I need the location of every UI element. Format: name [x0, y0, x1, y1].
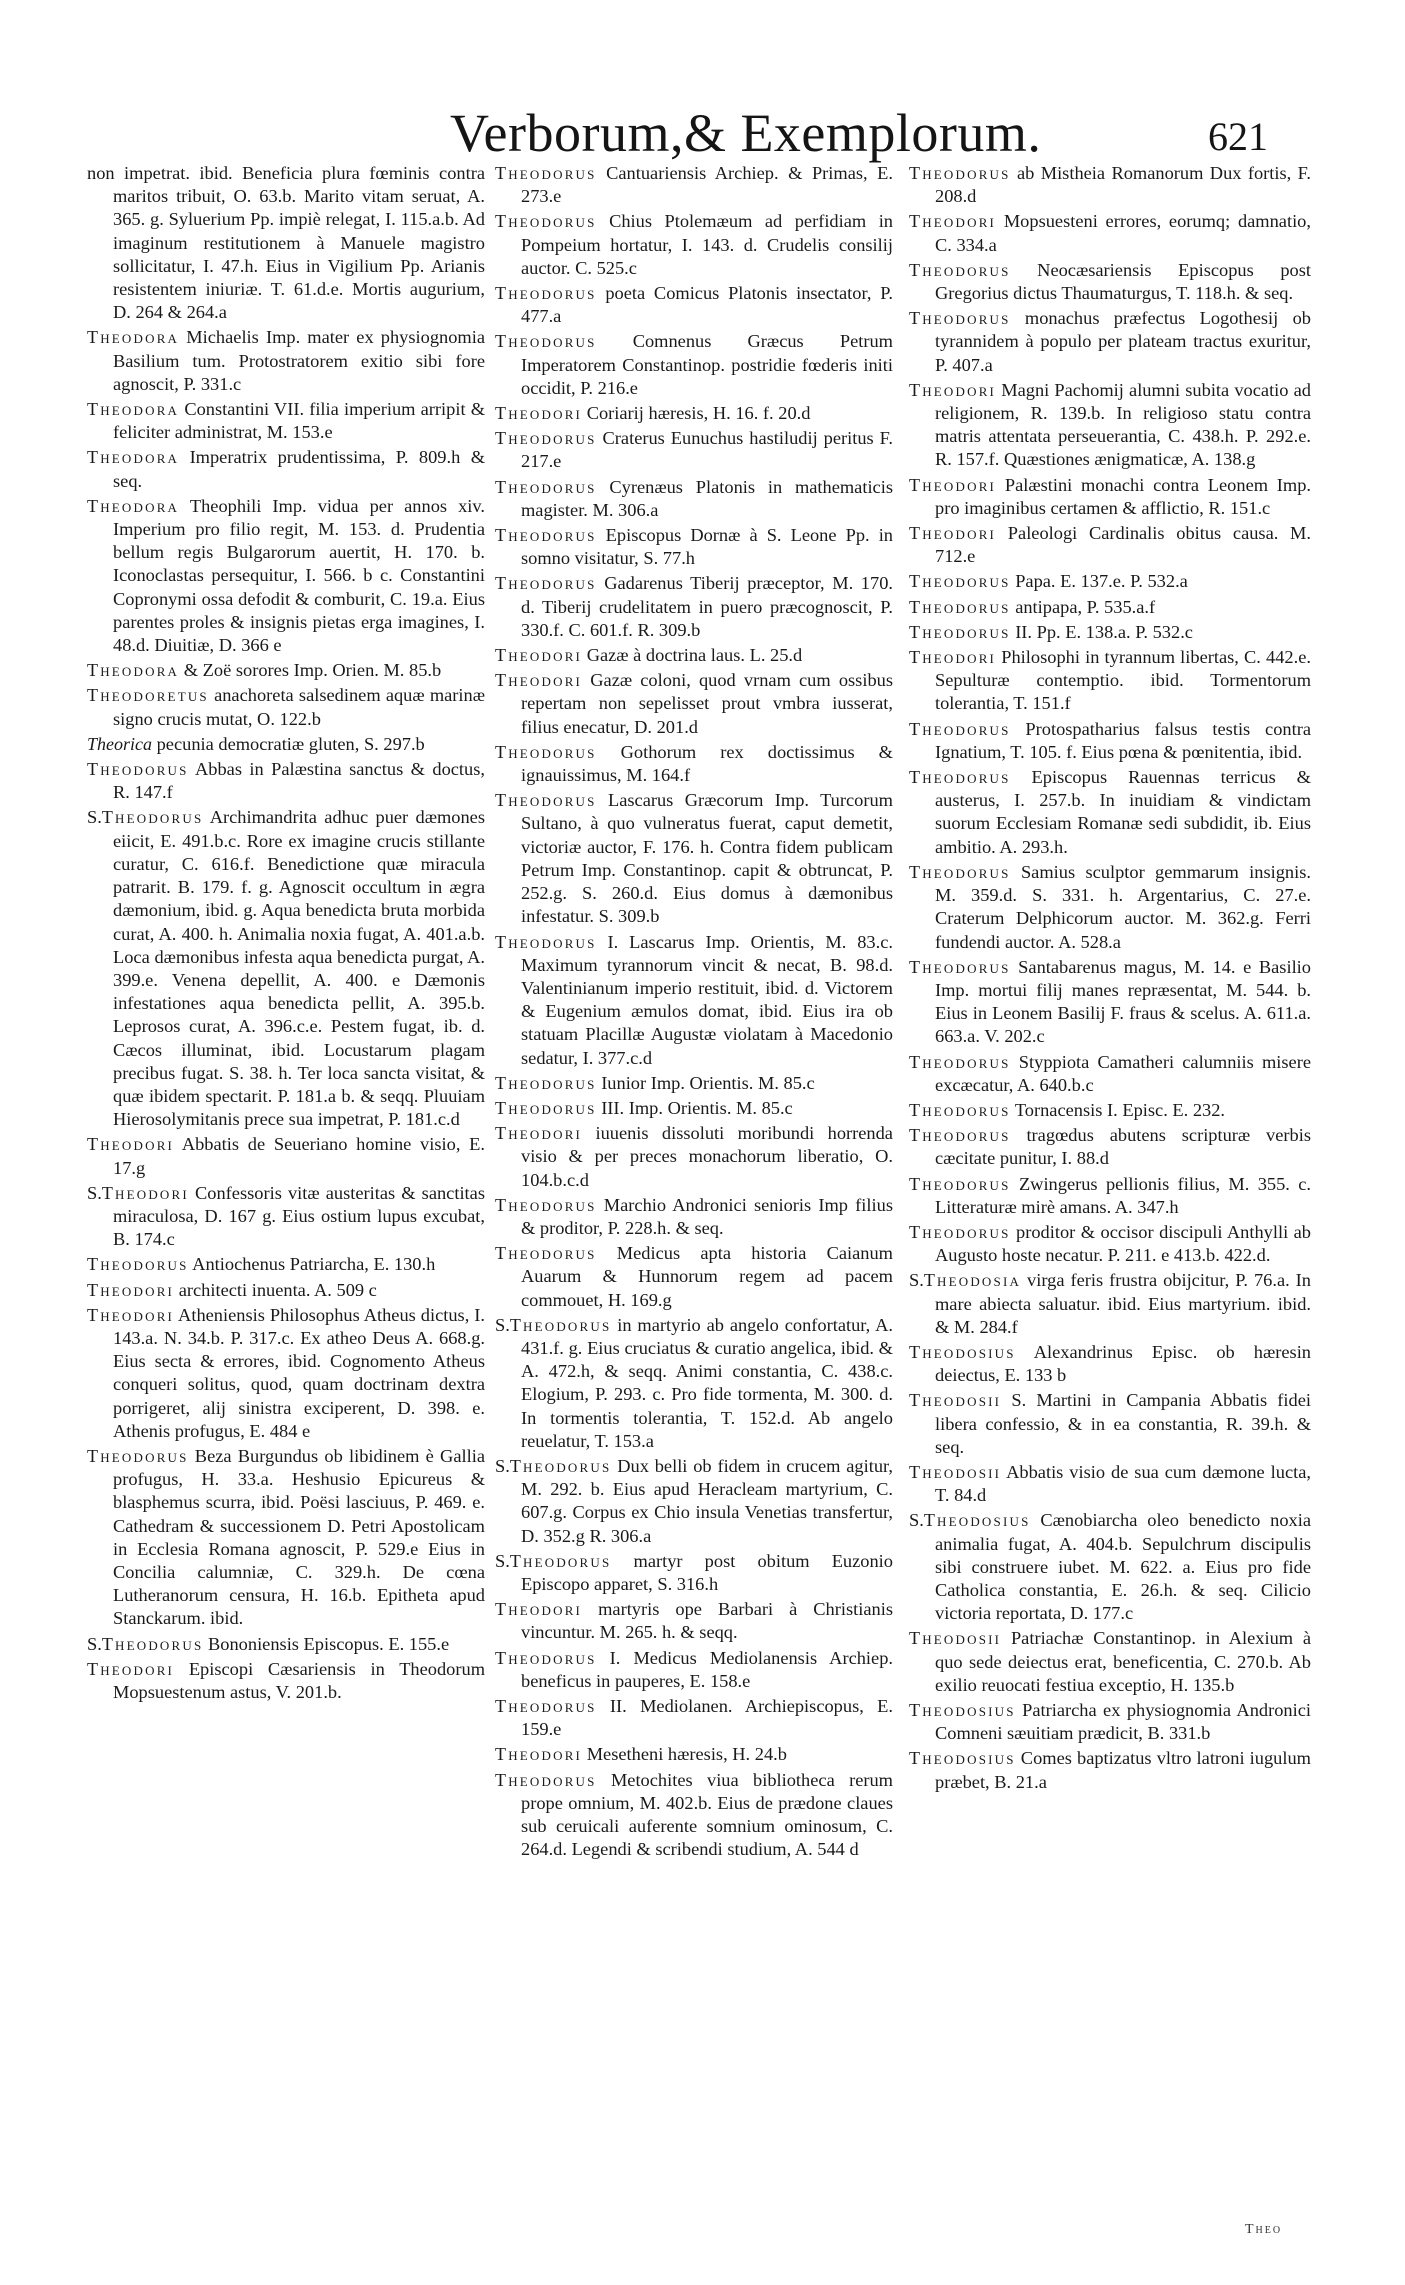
index-entry	[495, 1097, 893, 1120]
index-entry	[495, 1314, 893, 1453]
entry-headword: Theodorus	[87, 1445, 189, 1466]
index-entry	[495, 1647, 893, 1693]
index-entry	[87, 398, 485, 444]
entry-text: Gazæ coloni, quod vrnam cum ossibus repertam non sepelisset prout vmbra iusserat, filius enecatur, D. 201.d	[521, 670, 893, 737]
entry-headword: Theodorus	[909, 718, 1011, 739]
index-entry	[909, 1461, 1311, 1507]
page-number: 621	[1208, 114, 1268, 159]
entry-headword: Theodorus	[495, 283, 597, 304]
entry-headword: Theodorus	[495, 1243, 597, 1264]
entry-headword: Theodorus	[495, 476, 597, 497]
index-entry	[909, 307, 1311, 377]
entry-prefix: S.	[909, 1270, 924, 1291]
index-entry	[909, 570, 1311, 593]
entry-text: tragœdus abutens scripturæ verbis cæcitate punitur, I. 88.d	[935, 1125, 1311, 1169]
entry-text: Episcopi Cæsariensis in Theodorum Mopsuestenum astus, V. 201.b.	[113, 1658, 485, 1702]
index-entry	[495, 669, 893, 739]
index-entry	[909, 1699, 1311, 1745]
entry-headword: Theodorus	[909, 621, 1011, 642]
index-entry	[495, 330, 893, 400]
entry-text: Atheniensis Philosophus Atheus dictus, I. 143.a. N. 34.b. P. 317.c. Ex atheo Deus A. 668.g. Eius secta & errores, ibid. Cognomento Atheus conqueri solitus, quod, quam doctrinam dextra porrigeret, alij sinistra exciperent, D. 398. e. Athenis profugus, E. 484 e	[113, 1304, 485, 1441]
index-entry	[87, 733, 485, 756]
entry-text: Cantuariensis Archiep. & Primas, E. 273.e	[521, 163, 893, 207]
entry-text: Cyrenæus Platonis in mathematicis magister. M. 306.a	[521, 476, 893, 520]
index-entry	[495, 741, 893, 787]
index-entry	[909, 259, 1311, 305]
index-entry	[87, 495, 485, 657]
entry-headword: Theodora	[87, 327, 180, 348]
index-entry	[909, 1389, 1311, 1459]
entry-headword: Theodorus	[909, 956, 1011, 977]
entry-headword: Theodori	[495, 403, 583, 424]
entry-headword: Theodorus	[909, 767, 1011, 788]
entry-text: Beza Burgundus ob libidinem è Gallia profugus, H. 33.a. Heshusio Epicureus & blasphemus scurra, ibid. Poësi lasciuus, P. 469. e. Cathedram & successionem D. Petri Apostolicam in Ecclesia Romana agnoscit, P. 529.e Eius in Concilia calumniæ, C. 329.h. De cœna Lutheranorum censura, H. 16.b. Epitheta apud Stanckarum. ibid.	[113, 1445, 485, 1629]
entry-text: Abbas in Palæstina sanctus & doctus, R. 147.f	[113, 759, 485, 803]
index-entry	[495, 282, 893, 328]
index-entry	[909, 1269, 1311, 1339]
entry-headword: Theodorus	[87, 1254, 189, 1275]
entry-headword: Theodori	[495, 1744, 583, 1765]
entry-prefix: S.	[87, 1633, 102, 1654]
entry-text: Protospatharius falsus testis contra Ignatium, T. 105. f. Eius pœna & pœnitentia, ibid.	[935, 718, 1311, 762]
entry-headword: Theodori	[87, 1134, 175, 1155]
entry-headword: Theodora	[87, 660, 180, 681]
index-entry	[909, 596, 1311, 619]
entry-headword: Theodorus	[495, 428, 597, 449]
entry-headword: Theodosius	[909, 1341, 1016, 1362]
index-entry	[909, 1173, 1311, 1219]
entry-text: Gadarenus Tiberij præceptor, M. 170. d. Tiberij crudelitatem in puero præcognoscit, P. 330.f. C. 601.f. R. 309.b	[521, 573, 893, 640]
index-entry	[909, 210, 1311, 256]
entry-text: Bononiensis Episcopus. E. 155.e	[208, 1633, 450, 1654]
entry-text: Chius Ptolemæum ad perfidiam in Pompeium hortatur, I. 143. d. Crudelis consilij auctor. C. 525.c	[521, 211, 893, 278]
entry-headword: Theodori	[101, 1182, 189, 1203]
entry-text: Tornacensis I. Episc. E. 232.	[1014, 1099, 1225, 1120]
entry-text: Magni Pachomij alumni subita vocatio ad religionem, R. 139.b. In religioso statu contra matris attentata perseuerantia, C. 438.h. P. 292.e. R. 157.f. Quæstiones ænigmaticæ, A. 138.g	[935, 379, 1311, 470]
index-entry	[495, 572, 893, 642]
entry-text: & Zoë sorores Imp. Orien. M. 85.b	[183, 660, 442, 681]
index-entry	[87, 1633, 485, 1656]
entry-headword: Theodori	[87, 1304, 175, 1325]
index-entry	[87, 1279, 485, 1302]
entry-headword: Theodorus	[101, 807, 204, 828]
index-entry	[87, 1445, 485, 1631]
entry-text: Medicus apta historia Caianum Auarum & Hunnorum regem ad pacem commouet, H. 169.g	[521, 1243, 893, 1310]
index-entry	[87, 1133, 485, 1179]
entry-text: Episcopus Dornæ à S. Leone Pp. in somno visitatur, S. 77.h	[521, 525, 893, 569]
entry-text: Philosophi in tyrannum libertas, C. 442.e. Sepulturæ contemptio. ibid. Tormentorum tolerantia, T. 151.f	[935, 647, 1311, 714]
entry-text: martyr post obitum Euzonio Episcopo apparet, S. 316.h	[521, 1550, 893, 1594]
index-entry	[495, 1242, 893, 1312]
entry-text: non impetrat. ibid. Beneficia plura fœminis contra maritos tribuit, O. 63.b. Marito vitam seruat, A. 365. g. Syluerium Pp. impiè relegat, I. 115.a.b. Ad imaginum restitutionem à Manuele magistro sollicitatur, I. 47.h. Eius in Vigilium Pp. Arianis resistentem iniuriæ. T. 61.d.e. Mortis augurium, D. 264 & 264.a	[87, 163, 485, 323]
entry-headword: Theodori	[909, 523, 997, 544]
entry-text: Dux belli ob fidem in crucem agitur, M. 292. b. Eius apud Heracleam martyrium, C. 607.g. Corpus ex Chio insula Venetias transfertur, D. 352.g R. 306.a	[521, 1455, 893, 1546]
entry-text: iuuenis dissoluti moribundi horrenda visio & per preces monachorum liberatio, O. 104.b.c.d	[521, 1123, 893, 1190]
entry-headword: Theodorus	[909, 163, 1011, 183]
entry-text: Constantini VII. filia imperium arripit & feliciter administrat, M. 153.e	[113, 399, 485, 443]
entry-text: II. Pp. E. 138.a. P. 532.c	[1015, 621, 1193, 642]
entry-headword: Theodorus	[495, 790, 597, 811]
entry-prefix: S.	[909, 1510, 924, 1531]
entry-headword: Theodosius	[909, 1700, 1016, 1720]
index-entry	[87, 1658, 485, 1704]
entry-text: antipapa, P. 535.a.f	[1015, 596, 1156, 617]
entry-headword: Theodorus	[495, 1072, 597, 1093]
entry-headword: Theodora	[87, 495, 180, 516]
catchword: Theo	[1245, 2222, 1283, 2237]
entry-text: Lascarus Græcorum Imp. Turcorum Sultano, à quo vulneratus fuerat, caput demetit, victoriæ auctor, F. 176. h. Contra fidem publicam Petrum Imp. Constantinop. capit & obtruncat, P. 252.g. S. 260.d. Eius domus à dæmonibus infestatur. S. 309.b	[521, 790, 893, 927]
index-entry	[87, 684, 485, 730]
entry-text: Imperatrix prudentissima, P. 809.h & seq.	[113, 447, 485, 491]
entry-headword: Theodorus	[509, 1550, 612, 1571]
entry-text: Archimandrita adhuc puer dæmones eiicit, E. 491.b.c. Rore ex imagine crucis stillante curatur, C. 616.f. Benedictione quæ miracula patrarit. B. 179. f. g. Agnoscit occultum in ægra dæmonium, ibid. g. Aqua benedicta bruta morbida curat, A. 400. h. Animalia noxia fugat, A. 401.a.b. Loca dæmonibus infesta aqua benedicta purgat, A. 399.e. Venena depellit, A. 400. e Dæmonis infestationes aqua benedicta pellit, A. 395.b. Leprosos curat, A. 396.c.e. Pestem fugat, ib. d. Cæcos illuminat, ibid. Locustarum plagam precibus fugat. S. 38. h. Ter loca sancta visitat, & quæ ibidem spectarit. P. 181.a b. & seqq. Pluuiam Hierosolymitanis prece sua impetrat, P. 181.c.d	[113, 807, 485, 1130]
index-entry	[495, 1598, 893, 1644]
index-entry	[909, 522, 1311, 568]
entry-text: poeta Comicus Platonis insectator, P. 477.a	[521, 283, 893, 327]
index-entry	[909, 1509, 1311, 1625]
entry-text: virga feris frustra obijcitur, P. 76.a. In mare abiecta saluatur. ibid. Eius martyrium. ibid. & M. 284.f	[935, 1270, 1311, 1337]
entry-prefix: S.	[87, 807, 102, 828]
entry-prefix: S.	[87, 1182, 102, 1203]
index-entry	[909, 1221, 1311, 1267]
entry-headword: Theodorus	[495, 163, 597, 183]
entry-text: Episcopus Rauennas terricus & austerus, I. 257.b. In inuidiam & vindictam suorum Ecclesiam Romanæ sedi subdidit, ib. Eius ambitio. A. 293.h.	[935, 767, 1311, 857]
entry-headword: Theodori	[909, 647, 997, 668]
index-column-1	[87, 162, 485, 1706]
entry-headword: Theodorus	[495, 211, 597, 232]
running-title: Verborum,& Exemplorum.	[450, 103, 1042, 163]
index-entry	[495, 162, 893, 208]
index-entry	[87, 162, 485, 324]
entry-text: Samius sculptor gemmarum insignis. M. 359.d. S. 331. h. Argentarius, C. 27.e. Craterum Delphicorum auctor. M. 362.g. Ferri fundendi auctor. A. 528.a	[935, 861, 1311, 952]
entry-text: monachus præfectus Logothesij ob tyrannidem à populo per plateam tractus exuritur, P. 407.a	[935, 308, 1311, 375]
entry-text: Confessoris vitæ austeritas & sanctitas miraculosa, D. 167 g. Eius ostium lupus excubat, B. 174.c	[113, 1182, 485, 1250]
running-head	[0, 98, 1405, 168]
entry-prefix: S.	[495, 1550, 510, 1571]
entry-text: Mopsuesteni errores, eorumq; damnatio, C. 334.a	[935, 211, 1311, 255]
entry-text: Mesetheni hæresis, H. 24.b	[586, 1744, 787, 1765]
entry-text: II. Mediolanen. Archiepiscopus, E. 159.e	[521, 1696, 893, 1740]
entry-text: architecti inuenta. A. 509 c	[178, 1279, 377, 1300]
entry-text: Marchio Andronici senioris Imp filius & proditor, P. 228.h. & seq.	[521, 1194, 893, 1238]
entry-text: Craterus Eunuchus hastiludij peritus F. 217.e	[521, 428, 893, 472]
entry-headword: Theodorus	[509, 1455, 612, 1476]
entry-headword: Theodorus	[909, 308, 1011, 329]
entry-headword: Theodoretus	[87, 685, 209, 706]
entry-text: S. Martini in Campania Abbatis fidei libera confessio, & in ea constantia, R. 39.h. & seq.	[935, 1390, 1311, 1457]
entry-headword: Theodorus	[909, 1173, 1011, 1194]
entry-headword: Theodorus	[495, 1769, 597, 1790]
index-entry	[87, 1182, 485, 1252]
index-entry	[909, 718, 1311, 764]
entry-headword: Theodorus	[495, 1696, 597, 1716]
index-entry	[495, 1122, 893, 1192]
entry-text: Antiochenus Patriarcha, E. 130.h	[192, 1254, 436, 1275]
entry-text: Metochites viua bibliotheca rerum prope omnium, M. 402.b. Eius de prædone claues sub ceruicali auferente somnium ominosum, C. 264.d. Legendi & scribendi studium, A. 544 d	[521, 1769, 893, 1860]
index-columns	[87, 162, 1322, 2162]
index-entry	[495, 931, 893, 1070]
index-entry	[909, 1747, 1311, 1793]
entry-text: Theophili Imp. vidua per annos xiv. Imperium pro filio regit, M. 153. d. Prudentia bellum regis Bulgarorum auertit, H. 170. b. Iconoclastas persequitur, I. 566. b c. Constantini Copronymi ossa defodit & comburit, C. 19.a. Eius parentes proles & insignis pietas erga imagines, I. 48.d. Diuitiæ, D. 366 e	[113, 495, 485, 656]
entry-headword: Theodorus	[909, 1221, 1011, 1242]
index-entry	[495, 1194, 893, 1240]
entry-headword: Theodorus	[495, 741, 597, 762]
index-entry	[909, 766, 1311, 859]
index-entry	[909, 1341, 1311, 1387]
entry-text: ab Mistheia Romanorum Dux fortis, F. 208.d	[935, 163, 1311, 207]
index-entry	[495, 1072, 893, 1095]
entry-text: Abbatis visio de sua cum dæmone lucta, T. 84.d	[935, 1461, 1311, 1506]
entry-text: I. Lascarus Imp. Orientis, M. 83.c. Maximum tyrannorum vincit & necat, B. 98.d. Valentinianum imperio restituit, ibid. d. Victorem & Eugenium æmulos domat, ibid. Eius ira ob statuam Placillæ Augustæ violatam à Macedonio sedatur, I. 377.c.d	[521, 931, 893, 1068]
index-entry	[87, 446, 485, 492]
entry-text: Abbatis de Seueriano homine visio, E. 17.g	[113, 1134, 485, 1178]
entry-text: Gazæ à doctrina laus. L. 25.d	[586, 645, 803, 666]
index-entry	[909, 956, 1311, 1049]
entry-headword: Theodorus	[495, 931, 597, 952]
entry-headword: Theodorus	[495, 573, 597, 594]
entry-text: Comnenus Græcus Petrum Imperatorem Constantinop. postridie fœderis initi occidit, P. 216.e	[521, 331, 893, 398]
entry-text: Michaelis Imp. mater ex physiognomia Basilium tum. Protostratorem exitio sibi fore agnoscit, P. 331.c	[113, 327, 485, 394]
entry-headword: Theodori	[495, 645, 583, 666]
entry-text: Patriachæ Constantinop. in Alexium à quo sede deiectus erat, beneficentia, C. 270.b. Ab exilio reuocati festiua exceptio, H. 135.b	[935, 1628, 1311, 1695]
entry-text: Gothorum rex doctissimus & ignauissimus, M. 164.f	[521, 741, 893, 786]
entry-headword: Theorica	[87, 733, 152, 754]
entry-headword: Theodorus	[495, 331, 597, 352]
index-entry	[495, 1743, 893, 1766]
index-entry	[495, 1695, 893, 1741]
index-entry	[87, 326, 485, 396]
index-entry	[495, 644, 893, 667]
entry-headword: Theodorus	[101, 1633, 204, 1654]
entry-text: Papa. E. 137.e. P. 532.a	[1015, 571, 1188, 592]
entry-headword: Theodori	[495, 1123, 583, 1144]
index-entry	[495, 427, 893, 473]
entry-text: martyris ope Barbari à Christianis vincuntur. M. 265. h. & seqq.	[521, 1599, 893, 1643]
index-entry	[909, 1124, 1311, 1170]
entry-text: Styppiota Camatheri calumniis misere excæcatur, A. 640.b.c	[935, 1051, 1311, 1095]
entry-headword: Theodorus	[87, 759, 189, 780]
entry-headword: Theodorus	[909, 1099, 1011, 1120]
index-entry	[495, 1550, 893, 1596]
index-entry	[87, 1304, 485, 1443]
entry-prefix: S.	[495, 1455, 510, 1476]
index-entry	[909, 379, 1311, 472]
index-entry	[495, 1769, 893, 1862]
entry-headword: Theodorus	[509, 1314, 612, 1335]
entry-headword: Theodorus	[909, 1125, 1011, 1146]
index-entry	[87, 758, 485, 804]
entry-text: pecunia democratiæ gluten, S. 297.b	[156, 733, 425, 754]
index-entry	[909, 162, 1311, 208]
index-entry	[909, 861, 1311, 954]
entry-text: in martyrio ab angelo confortatur, A. 431.f. g. Eius cruciatus & curatio angelica, ibid. & A. 472.h, & seqq. Animi constantia, C. 438.c. Elogium, P. 293. c. Pro fide tormenta, M. 300. d. In tormentis tolerantia, T. 152.d. Ab angelo reuelatur, T. 153.a	[521, 1314, 893, 1451]
entry-headword: Theodori	[495, 670, 583, 691]
entry-headword: Theodorus	[495, 1194, 597, 1215]
entry-headword: Theodorus	[909, 571, 1011, 592]
index-entry	[909, 646, 1311, 716]
entry-headword: Theodori	[909, 379, 997, 400]
index-entry	[909, 621, 1311, 644]
index-column-3	[909, 162, 1311, 1796]
entry-headword: Theodorus	[495, 525, 597, 546]
index-entry	[87, 806, 485, 1131]
index-entry	[909, 474, 1311, 520]
index-entry	[909, 1051, 1311, 1097]
entry-headword: Theodosius	[909, 1748, 1016, 1769]
entry-text: Neocæsariensis Episcopus post Gregorius dictus Thaumaturgus, T. 118.h. & seq.	[935, 259, 1311, 304]
entry-text: III. Imp. Orientis. M. 85.c	[601, 1097, 793, 1118]
entry-text: Cænobiarcha oleo benedicto noxia animalia fugat, A. 404.b. Sepulchrum discipulis sibi construere iubet. M. 622. a. Eius pro fide Catholica constantia, E. 26.h. & seq. Cilicio victoria reportata, D. 177.c	[935, 1510, 1311, 1624]
entry-text: Zwingerus pellionis filius, M. 355. c. Litteraturæ mirè amans. A. 347.h	[935, 1173, 1311, 1217]
entry-text: Alexandrinus Episc. ob hæresin deiectus, E. 133 b	[935, 1341, 1311, 1386]
index-column-2	[495, 162, 893, 1863]
entry-text: Patriarcha ex physiognomia Andronici Comneni sæuitiam prædicit, B. 331.b	[935, 1700, 1311, 1744]
entry-prefix: S.	[495, 1314, 510, 1335]
entry-headword: Theodori	[87, 1658, 175, 1679]
entry-headword: Theodorus	[909, 259, 1011, 280]
entry-text: Paleologi Cardinalis obitus causa. M. 712.e	[935, 523, 1311, 567]
entry-text: proditor & occisor discipuli Anthylli ab Augusto hoste necatur. P. 211. e 413.b. 422.d.	[935, 1221, 1311, 1266]
entry-headword: Theodosius	[923, 1510, 1031, 1531]
index-entry	[495, 402, 893, 425]
entry-text: Palæstini monachi contra Leonem Imp. pro imaginibus certamen & afflictio, R. 151.c	[935, 474, 1311, 518]
entry-headword: Theodori	[909, 211, 997, 232]
entry-headword: Theodorus	[909, 596, 1011, 617]
index-entry	[87, 1253, 485, 1276]
entry-text: Comes baptizatus vltro latroni iugulum præbet, B. 21.a	[935, 1748, 1311, 1792]
entry-headword: Theodori	[495, 1599, 583, 1620]
entry-headword: Theodosia	[923, 1270, 1022, 1291]
index-entry	[495, 1455, 893, 1548]
entry-headword: Theodora	[87, 447, 180, 468]
entry-headword: Theodorus	[495, 1647, 597, 1668]
entry-headword: Theodorus	[909, 861, 1011, 882]
entry-headword: Theodori	[87, 1279, 175, 1300]
entry-headword: Theodosii	[909, 1390, 1002, 1411]
index-entry	[87, 659, 485, 682]
entry-text: Iunior Imp. Orientis. M. 85.c	[601, 1072, 815, 1093]
entry-headword: Theodosii	[909, 1628, 1002, 1649]
entry-text: Santabarenus magus, M. 14. e Basilio Imp. mortui filij manes repræsentat, M. 544. b. Eius in Leonem Basilij F. fraus & scelus. A. 611.a. 663.a. V. 202.c	[935, 956, 1311, 1047]
index-entry	[909, 1627, 1311, 1697]
index-entry	[495, 476, 893, 522]
entry-headword: Theodosii	[909, 1461, 1002, 1482]
entry-text: I. Medicus Mediolanensis Archiep. beneficus in pauperes, E. 158.e	[521, 1647, 893, 1691]
entry-text: anachoreta salsedinem aquæ marinæ signo crucis mutat, O. 122.b	[113, 685, 485, 729]
index-entry	[909, 1099, 1311, 1122]
entry-text: Coriarij hæresis, H. 16. f. 20.d	[586, 403, 811, 424]
index-entry	[495, 789, 893, 928]
index-entry	[495, 524, 893, 570]
entry-headword: Theodori	[909, 474, 997, 495]
entry-headword: Theodorus	[495, 1097, 597, 1118]
index-entry	[495, 210, 893, 280]
entry-headword: Theodora	[87, 399, 180, 420]
entry-headword: Theodorus	[909, 1051, 1011, 1072]
